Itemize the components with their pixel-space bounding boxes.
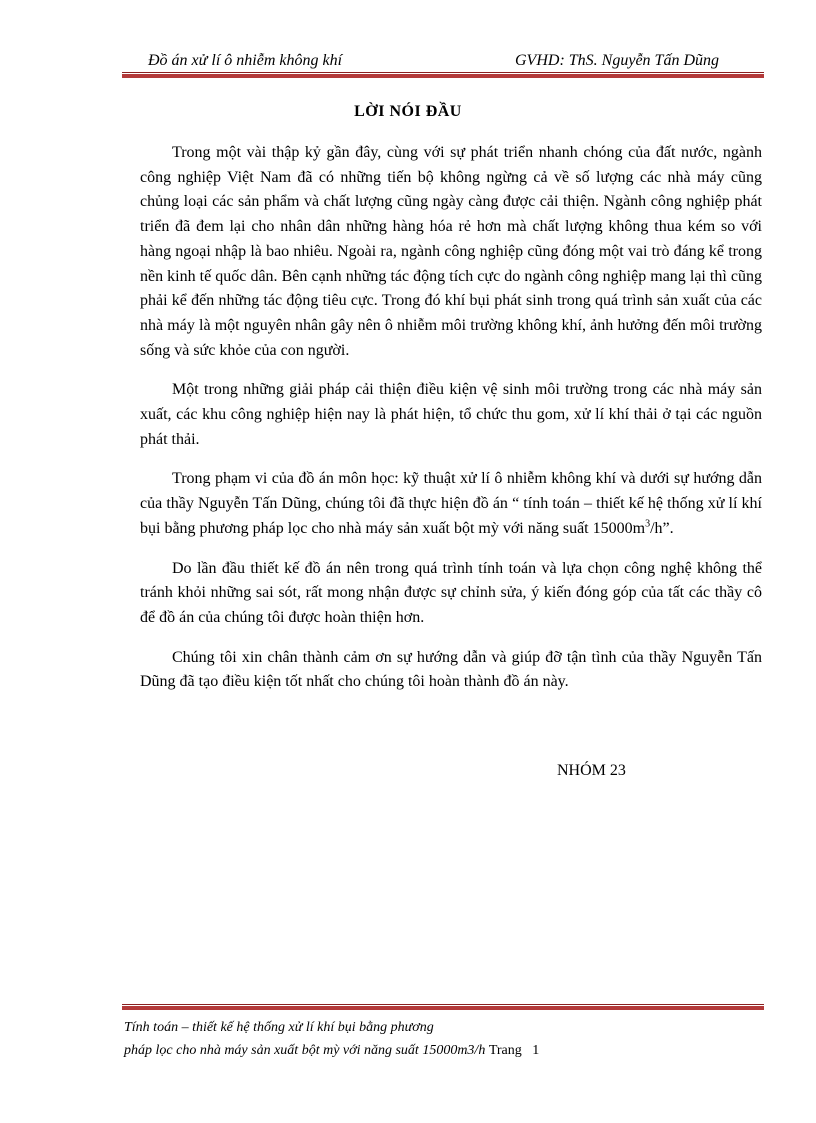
page-footer xyxy=(124,1016,539,1062)
footer-page-label: Trang xyxy=(488,1043,522,1058)
paragraph-3-tail: /h”. xyxy=(650,519,674,537)
paragraph-4: Do lần đầu thiết kế đồ án nên trong quá trình tính toán và lựa chọn công nghệ không thể tránh khỏi những sai sót, rất mong nhận được sự chỉnh sửa, ý kiến đóng góp của tất các thầy cô để đồ án của chúng tôi được hoàn thiện hơn. xyxy=(140,559,762,626)
footer-rule xyxy=(122,1004,764,1010)
paragraph-5: Chúng tôi xin chân thành cảm ơn sự hướng dẫn và giúp đỡ tận tình của thầy Nguyễn Tấn Dũng đã tạo điều kiện tốt nhất cho chúng tôi hoàn thành đồ án này. xyxy=(140,648,762,691)
footer-line-2-text: pháp lọc cho nhà máy sản xuất bột mỳ với năng suất 15000m3/h xyxy=(124,1043,486,1058)
footer-rule-thin xyxy=(122,1004,764,1005)
page-header xyxy=(122,50,764,80)
footer-rule-thick xyxy=(122,1006,764,1010)
footer-line-2 xyxy=(124,1039,539,1062)
page-title: LỜI NÓI ĐẦU xyxy=(354,103,462,120)
paragraph-3 xyxy=(140,467,762,541)
document-body xyxy=(140,141,762,710)
signature-group: NHÓM 23 xyxy=(557,762,626,779)
header-document-title: Đồ án xử lí ô nhiễm không khí xyxy=(148,52,343,69)
paragraph-3-text: Trong phạm vi của đồ án môn học: kỹ thuật xử lí ô nhiễm không khí và dưới sự hướng dẫn của thầy Nguyễn Tấn Dũng, chúng tôi đã thực hiện đồ án “ tính toán – thiết kế hệ thống xử lí khí bụi bằng phương pháp lọc cho nhà máy sản xuất bột mỳ với năng suất 15000m xyxy=(140,470,762,537)
header-advisor: GVHD: ThS. Nguyễn Tấn Dũng xyxy=(515,52,719,69)
header-rule-thick xyxy=(122,74,764,78)
header-rule-thin xyxy=(122,72,764,73)
paragraph-3-superscript: 3 xyxy=(645,518,651,530)
paragraph-2: Một trong những giải pháp cải thiện điều kiện vệ sinh môi trường trong các nhà máy sản xuất, các khu công nghiệp hiện nay là phát hiện, tổ chức thu gom, xử lí khí thải ở tại các nguồn phát thải. xyxy=(140,381,762,448)
paragraph-1: Trong một vài thập kỷ gần đây, cùng với sự phát triển nhanh chóng của đất nước, ngành công nghiệp Việt Nam đã có những tiến bộ không ngừng cả về số lượng các nhà máy cũng chủng loại các sản phẩm và chất lượng cũng ngày càng được cải thiện. Ngành công nghiệp phát triển đã đem lại cho nhân dân những hàng hóa rẻ hơn mà chất lượng không thua kém so với hàng ngoại nhập là bao nhiêu. Ngoài ra, ngành công nghiệp cũng đóng một vai trò đáng kể trong nền kinh tế quốc dân. Bên cạnh những tác động tích cực do ngành công nghiệp mang lại thì cũng phải kể đến những tác động tiêu cực. Trong đó khí bụi phát sinh trong quá trình sản xuất của các nhà máy là một nguyên nhân gây nên ô nhiễm môi trường không khí, ảnh hưởng đến môi trường sống và sức khỏe của con người. xyxy=(140,144,762,359)
header-rule xyxy=(122,72,764,78)
footer-line-1: Tính toán – thiết kế hệ thống xử lí khí bụi bằng phương xyxy=(124,1020,434,1035)
footer-page-number: 1 xyxy=(532,1043,540,1058)
